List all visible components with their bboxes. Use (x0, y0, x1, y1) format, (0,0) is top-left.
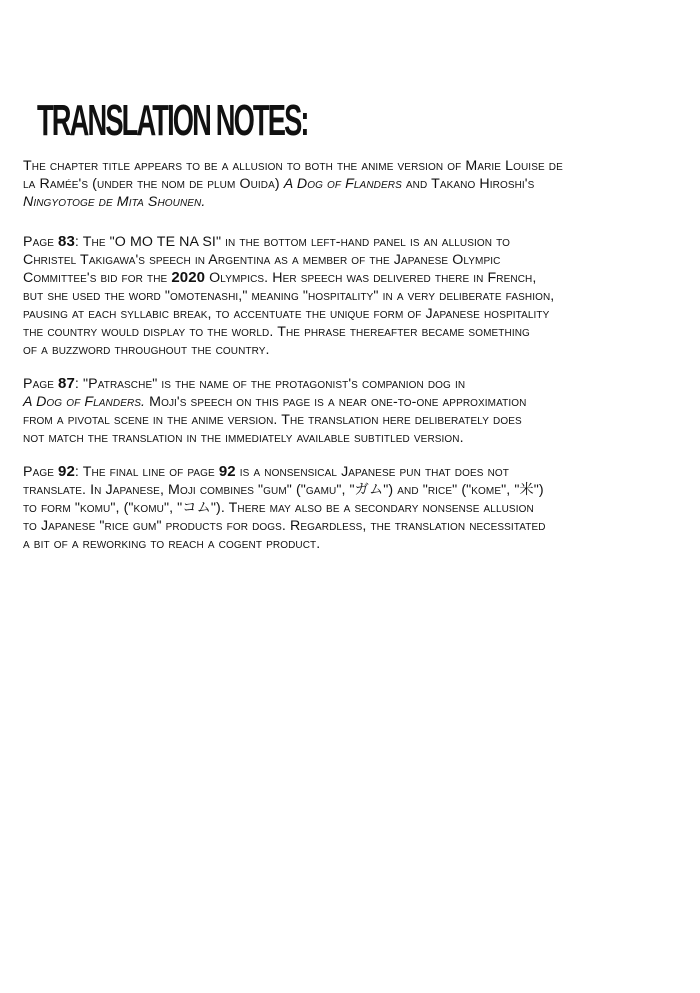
note-page-92 (23, 463, 546, 553)
text-segment: from a pivotal scene in the anime version. The translation here deliberately does (23, 412, 522, 428)
text-segment: to Japanese "rice gum" products for dogs. Regardless, the translation necessitated (23, 518, 546, 534)
text-segment: Olympics. Her speech was delivered there in French, (205, 270, 537, 286)
text-segment: 87 (58, 375, 75, 392)
text-line (23, 157, 563, 175)
text-segment: la Ramée's (under the nom de plum Ouida) (23, 176, 284, 192)
text-segment: translate. In Japanese, Moji combines "gum" ("gamu", "ガム") and "rice" ("kome", "米") (23, 482, 544, 498)
text-line (23, 269, 554, 287)
text-line (23, 499, 546, 517)
text-line (23, 411, 526, 429)
text-segment: pausing at each syllabic break, to accentuate the unique form of Japanese hospitality (23, 306, 550, 322)
text-line (23, 305, 554, 323)
text-line (23, 233, 554, 251)
text-segment: 2020 (171, 269, 206, 286)
page-title: TRANSLATION NOTES: (37, 96, 308, 145)
text-segment: 83 (58, 233, 75, 250)
text-line (23, 251, 554, 269)
text-segment: : "Patrasche" is the name of the protagonist's companion dog in (74, 376, 466, 392)
text-line (23, 323, 554, 341)
text-segment: a bit of a reworking to reach a cogent product. (23, 536, 321, 552)
text-segment: Moji's speech on this page is a near one-to-one approximation (145, 394, 527, 410)
text-segment: is a nonsensical Japanese pun that does not (235, 464, 509, 480)
note-chapter-title (23, 157, 563, 211)
text-segment: : The final line of page (74, 464, 219, 480)
text-segment: and Takano Hiroshi's (401, 176, 535, 192)
text-segment: of a buzzword throughout the country. (23, 342, 270, 358)
text-line (23, 481, 546, 499)
text-line (23, 463, 546, 481)
text-segment: Page (23, 464, 59, 480)
text-segment: 92 (218, 463, 236, 480)
italic-title-text: A Dog of Flanders (283, 176, 402, 192)
text-segment: The chapter title appears to be a allusion to both the anime version of Marie Louise de (23, 158, 563, 174)
italic-title-text: Ningyotoge de Mita Shounen. (23, 194, 206, 210)
text-line (23, 517, 546, 535)
text-segment: but she used the word "omotenashi," meaning "hospitality" in a very deliberate fashion, (23, 288, 555, 304)
text-line (23, 341, 554, 359)
text-segment: Committee's bid for the (23, 270, 172, 286)
text-line (23, 287, 554, 305)
text-segment: not match the translation in the immediately available subtitled version. (23, 430, 464, 446)
note-page-83 (23, 233, 554, 359)
text-line (23, 535, 546, 553)
text-segment: 92 (58, 463, 75, 480)
text-line (23, 429, 526, 447)
text-line (23, 193, 563, 211)
text-segment: to form "komu", ("komu", "コム"). There may also be a secondary nonsense allusion (23, 500, 534, 516)
text-segment: Page (23, 376, 59, 392)
text-line (23, 175, 563, 193)
italic-title-text: A Dog of Flanders. (23, 394, 146, 410)
note-page-87 (23, 375, 526, 447)
text-segment: : The "O MO TE NA SI" in the bottom left-hand panel is an allusion to (74, 234, 511, 250)
text-line (23, 393, 526, 411)
text-line (23, 375, 526, 393)
text-segment: Page (23, 234, 59, 250)
text-segment: Christel Takigawa's speech in Argentina as a member of the Japanese Olympic (23, 252, 501, 268)
text-segment: the country would display to the world. The phrase thereafter became something (23, 324, 530, 340)
